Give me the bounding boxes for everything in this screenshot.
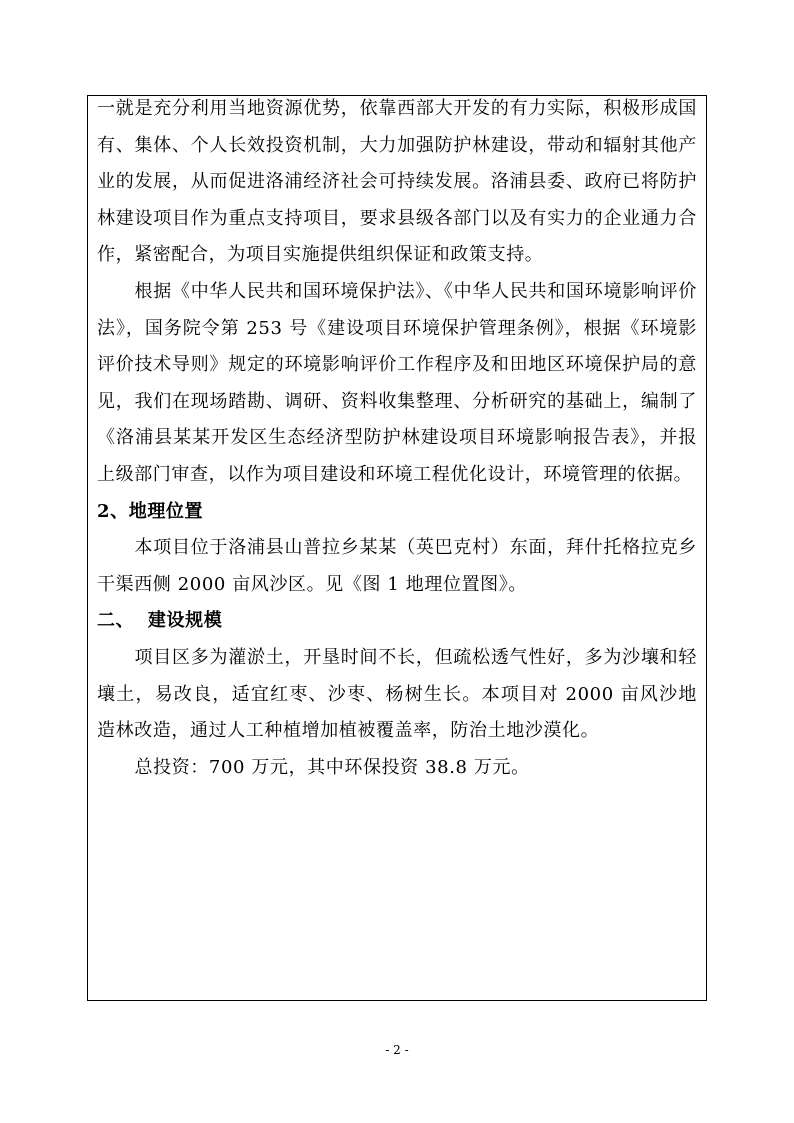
body-text-line: 壤土，易改良，适宜红枣、沙枣、杨树生长。本项目对 2000 亩风沙地 bbox=[97, 683, 697, 705]
section-heading-scale: 二、 建设规模 bbox=[97, 610, 223, 632]
body-text-line: 上级部门审查，以作为项目建设和环境工程优化设计，环境管理的依据。 bbox=[97, 463, 693, 485]
body-text-line: 干渠西侧 2000 亩风沙区。见《图 1 地理位置图》。 bbox=[97, 573, 527, 595]
page-number: - 2 - bbox=[385, 1043, 409, 1057]
body-text-line: 《洛浦县某某开发区生态经济型防护林建设项目环境影响报告表》，并报 bbox=[97, 427, 697, 449]
body-text-line: 本项目位于洛浦县山普拉乡某某（英巴克村）东面，拜什托格拉克乡 bbox=[134, 537, 697, 559]
body-text-line: 法》，国务院令第 253 号《建设项目环境保护管理条例》，根据《环境影 bbox=[97, 317, 697, 339]
body-text-line: 见，我们在现场踏勘、调研、资料收集整理、分析研究的基础上，编制了 bbox=[97, 390, 697, 412]
body-text-line: 业的发展，从而促进洛浦经济社会可持续发展。洛浦县委、政府已将防护 bbox=[97, 171, 697, 193]
body-text bbox=[97, 91, 697, 786]
body-text-line: 项目区多为灌淤土，开垦时间不长，但疏松透气性好，多为沙壤和轻 bbox=[134, 646, 697, 668]
section-heading-location: 2、地理位置 bbox=[97, 500, 204, 522]
body-text-line: 有、集体、个人长效投资机制，大力加强防护林建设，带动和辐射其他产 bbox=[97, 134, 697, 156]
body-text-line: 根据《中华人民共和国环境保护法》、《中华人民共和国环境影响评价 bbox=[134, 280, 697, 302]
body-text-line: 林建设项目作为重点支持项目，要求县级各部门以及有实力的企业通力合 bbox=[97, 207, 697, 229]
body-text-line: 一就是充分利用当地资源优势，依靠西部大开发的有力实际，积极形成国 bbox=[97, 98, 697, 119]
body-text-line: 作，紧密配合，为项目实施提供组织保证和政策支持。 bbox=[97, 244, 544, 266]
body-text-line: 评价技术导则》规定的环境影响评价工作程序及和田地区环境保护局的意 bbox=[97, 354, 697, 376]
body-text-line: 造林改造，通过人工种植增加植被覆盖率，防治土地沙漠化。 bbox=[97, 720, 600, 742]
body-text-line: 总投资：700 万元，其中环保投资 38.8 万元。 bbox=[134, 756, 530, 778]
